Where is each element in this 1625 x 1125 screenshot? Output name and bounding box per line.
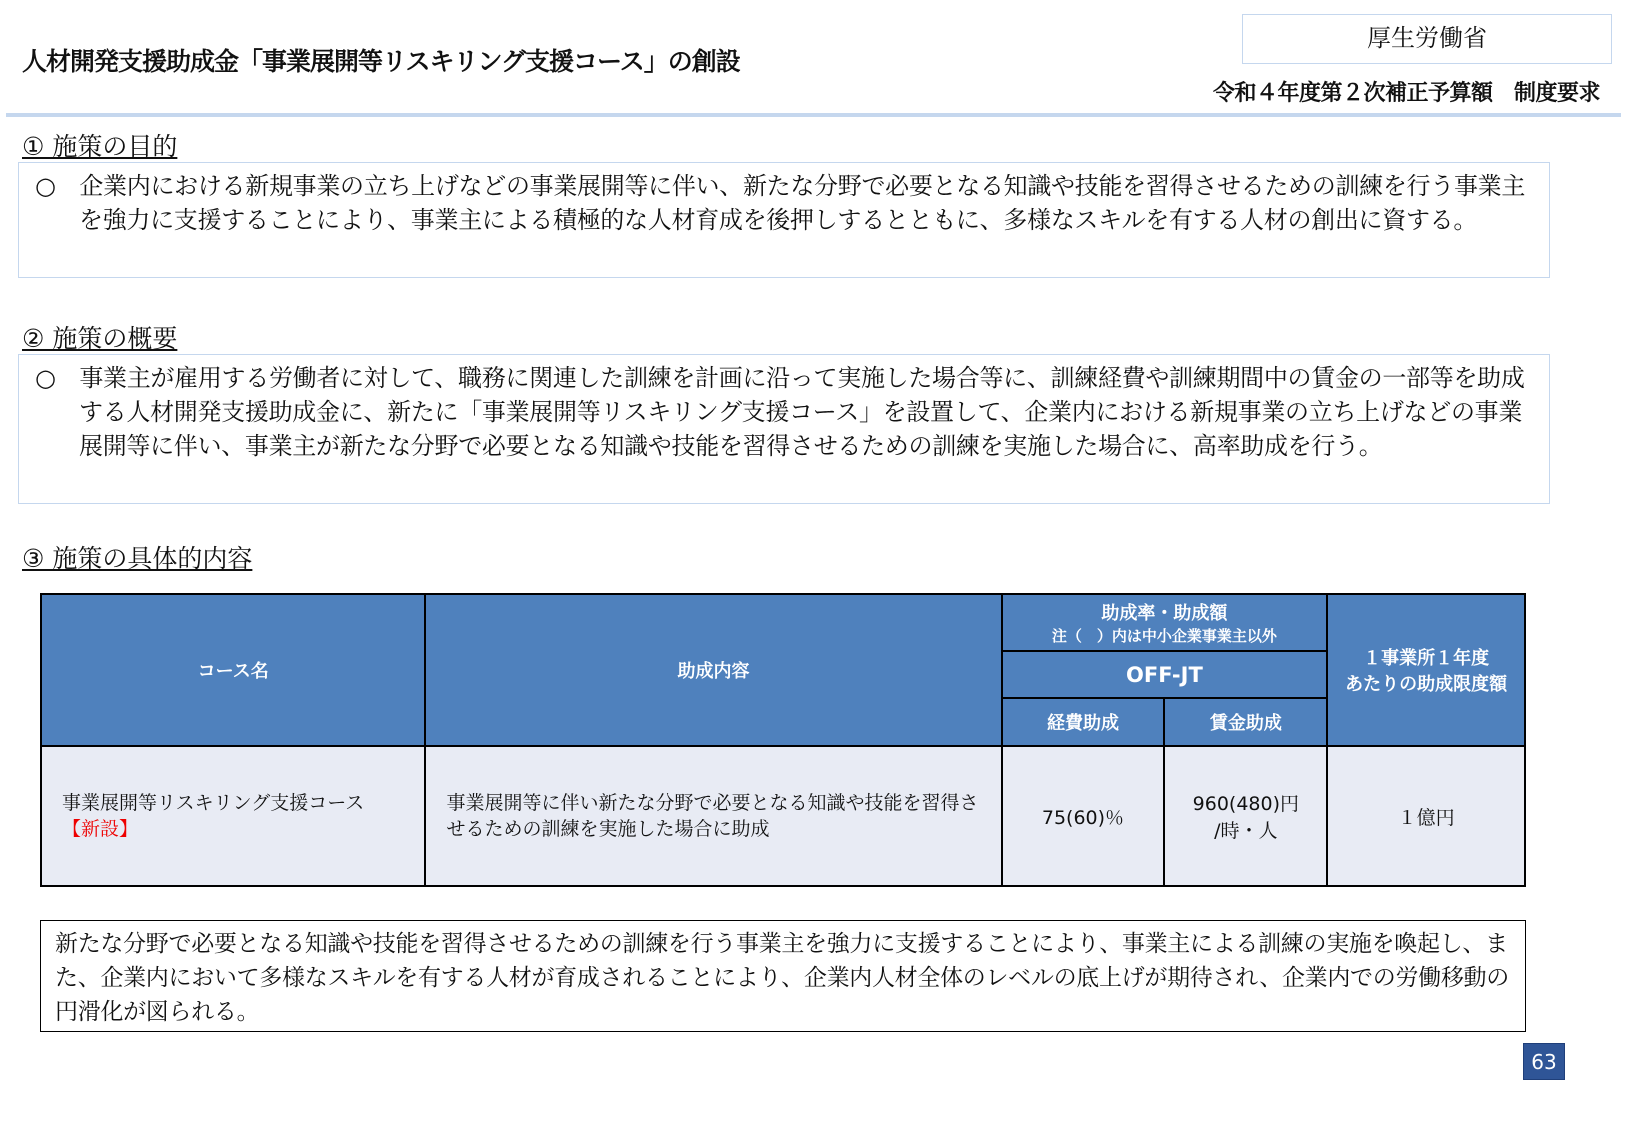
rate-note: 注（ ）内は中小企業事業主以外 [1051, 627, 1277, 645]
section-heading-purpose: ① 施策の目的 [22, 132, 178, 161]
purpose-box: ○ 企業内における新規事業の立ち上げなどの事業展開等に伴い、新たな分野で必要となる知識や技能を習得させるための訓練を行う事業主を強力に支援することにより、事業主による積極的な人材育成を後押しするとともに、多様なスキルを有する人材の創出に資する。 [18, 162, 1550, 278]
header-content: 助成内容 [425, 594, 1001, 746]
cell-limit: １億円 [1327, 746, 1525, 886]
overview-box: ○ 事業主が雇用する労働者に対して、職務に関連した訓練を計画に沿って実施した場合等に、訓練経費や訓練期間中の賃金の一部等を助成する人材開発支援助成金に、新たに「事業展開等リスキリング支援コース」を設置して、企業内における新規事業の立ち上げなどの事業展開等に伴い、事業主が新たな分野で必要となる知識や技能を習得させるための訓練を実施した場合に、高率助成を行う。 [18, 354, 1550, 504]
section-heading-overview: ② 施策の概要 [22, 324, 178, 353]
course-table [40, 593, 1526, 887]
header-offjt: OFF-JT [1002, 651, 1328, 698]
header-course: コース名 [41, 594, 425, 746]
section-heading-details: ③ 施策の具体的内容 [22, 544, 253, 573]
cell-expense: 75(60)％ [1002, 746, 1165, 886]
page-number: 63 [1523, 1043, 1565, 1080]
header-limit [1327, 594, 1525, 746]
cell-wage [1164, 746, 1327, 886]
header-wage: 賃金助成 [1164, 698, 1327, 746]
new-tag: 【新設】 [62, 818, 139, 840]
ministry-label: 厚生労働省 [1242, 14, 1612, 64]
header-rate [1002, 594, 1328, 651]
wage-amount: 960(480)円 [1192, 793, 1300, 815]
summary-box: 新たな分野で必要となる知識や技能を習得させるための訓練を行う事業主を強力に支援することにより、事業主による訓練の実施を喚起し、また、企業内において多様なスキルを有する人材が育成されることにより、企業内人材全体のレベルの底上げが期待され、企業内での労働移動の円滑化が図られる。 [40, 920, 1526, 1032]
wage-unit: /時・人 [1214, 820, 1278, 842]
table-row [41, 746, 1525, 886]
cell-course [41, 746, 425, 886]
header-expense: 経費助成 [1002, 698, 1165, 746]
rate-label: 助成率・助成額 [1101, 603, 1228, 624]
limit-label-1: １事業所１年度 [1363, 648, 1490, 669]
course-name: 事業展開等リスキリング支援コース [62, 792, 365, 814]
page-title: 人材開発支援助成金「事業展開等リスキリング支援コース」の創設 [22, 47, 740, 76]
limit-label-2: あたりの助成限度額 [1345, 674, 1508, 695]
cell-content: 事業展開等に伴い新たな分野で必要となる知識や技能を習得させるための訓練を実施した場合に助成 [425, 746, 1001, 886]
header-divider [6, 113, 1621, 117]
budget-label: 令和４年度第２次補正予算額 制度要求 [1212, 81, 1600, 106]
